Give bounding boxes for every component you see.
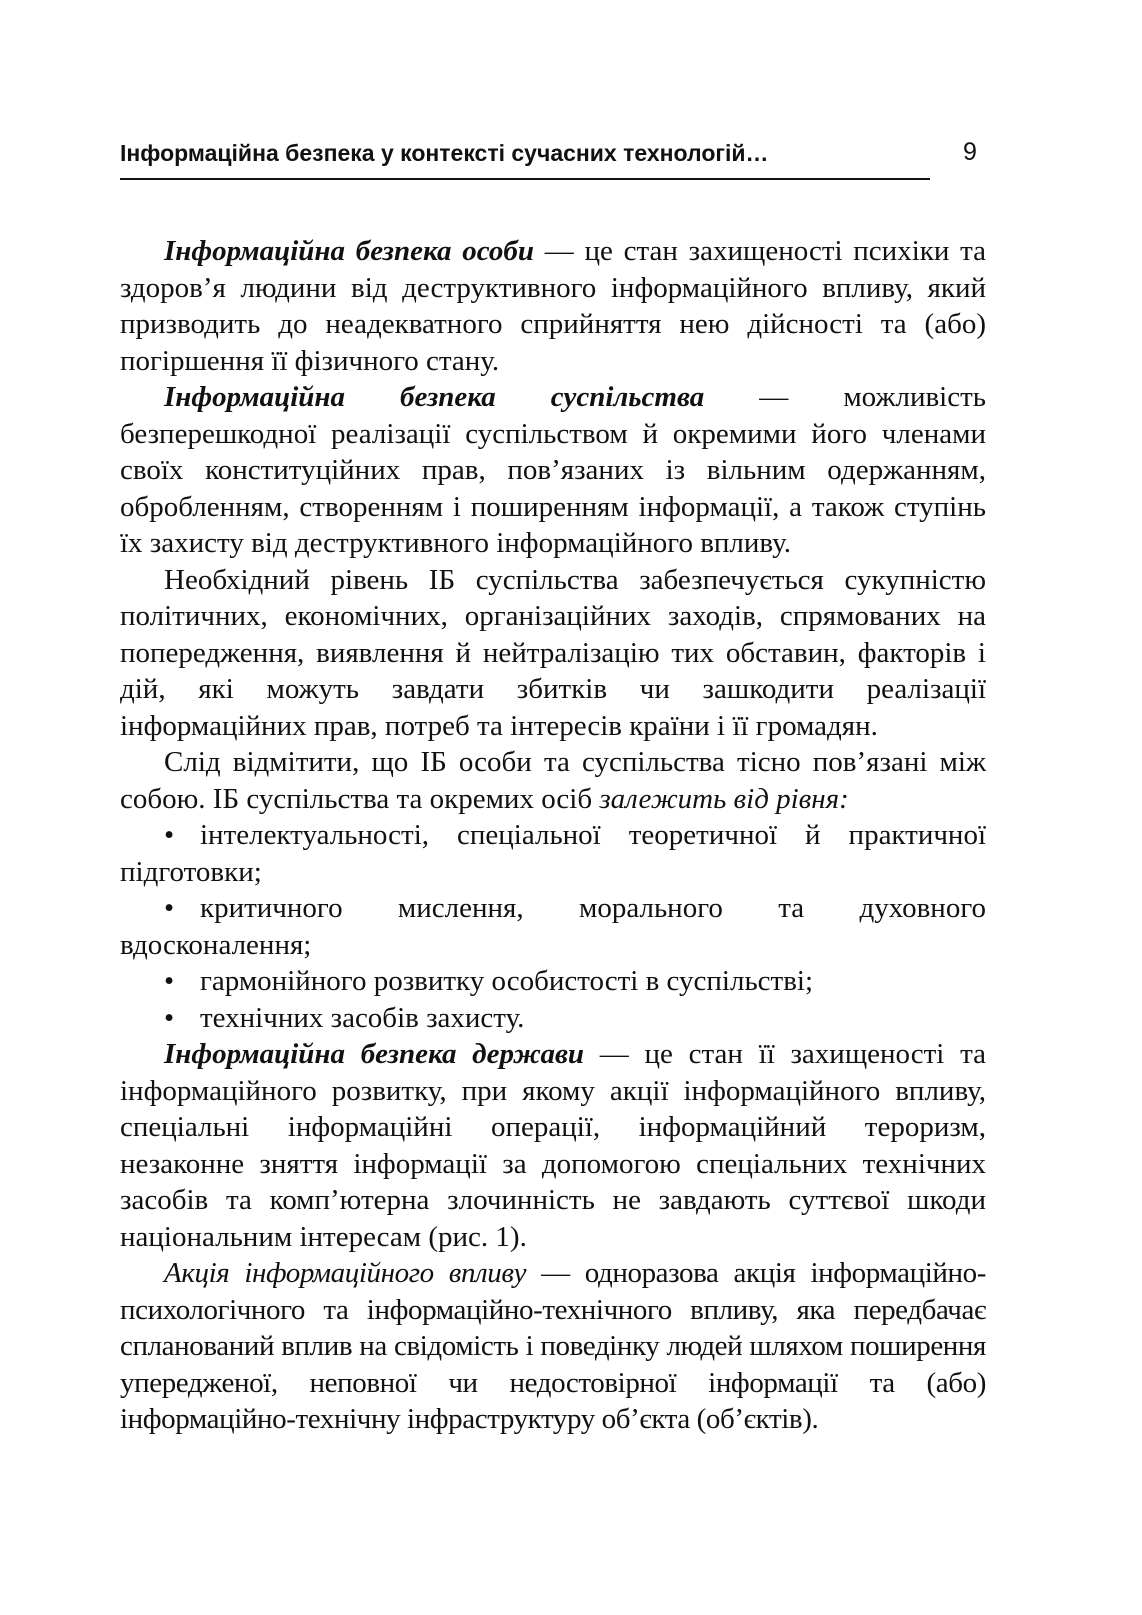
running-header <box>120 140 930 180</box>
dash: — <box>526 1257 585 1289</box>
list-item-text: технічних засобів захисту. <box>200 1001 525 1034</box>
paragraph-personal-security <box>120 233 986 379</box>
paragraph-interrelation <box>120 744 986 817</box>
paragraph-text: Слід відмітити, що ІБ особи та суспільства тісно пов’язані між собою. ІБ суспільства та окремих осіб <box>120 746 986 815</box>
term-influence-action: Акція інформаційного впливу <box>164 1257 527 1289</box>
list-item <box>120 1000 986 1037</box>
paragraph-influence-action <box>120 1255 986 1438</box>
dash: — <box>533 235 585 267</box>
term-state-security: Інформаційна безпека держави <box>164 1038 585 1070</box>
list-item <box>120 963 986 1000</box>
definition-text: можливість безперешкодної реалізації суспільством й окремими його членами своїх конституційних прав, пов’язаних із вільним одержанням, обробленням, створенням і поширенням інформації, а також ступінь їх захисту від деструктивного інформаційного впливу. <box>120 381 986 559</box>
list-item <box>120 890 986 963</box>
definition-text: це стан її захищеності та інформаційного розвитку, при якому акції інформаційного впливу, спеціальні інформаційні операції, інформаційний тероризм, незаконне зняття інформації за допомогою спеціальних технічних засобів та комп’ютерна злочинність не завдають суттєвої шкоди національним інтересам (рис. 1). <box>120 1038 986 1253</box>
bullet-icon: • <box>164 892 175 924</box>
dash: — <box>584 1038 645 1070</box>
term-personal-security: Інформаційна безпека особи <box>164 235 534 267</box>
bullet-icon: • <box>164 819 175 851</box>
body-text <box>120 233 986 1438</box>
paragraph-state-security <box>120 1036 986 1255</box>
paragraph-society-security <box>120 379 986 562</box>
list-item-text: гармонійного розвитку особистості в суспільстві; <box>200 965 814 997</box>
emphasis-text: залежить від рівня: <box>599 782 849 815</box>
dash: — <box>704 381 844 413</box>
paragraph-text: Необхідний рівень ІБ суспільства забезпечується сукупністю політичних, економічних, організаційних заходів, спрямованих на попередження, виявлення й нейтралізацію тих обставин, факторів і дій, які можуть завдати збитків чи зашкодити реалізації інформаційних прав, потреб та інтересів країни і її громадян. <box>120 563 986 742</box>
bullet-icon: • <box>164 1001 175 1034</box>
running-title: Інформаційна безпека у контексті сучасних технологій… <box>120 140 769 166</box>
bullet-icon: • <box>164 965 175 997</box>
list-item-text: критичного мислення, морального та духовного вдосконалення; <box>120 892 986 961</box>
term-society-security: Інформаційна безпека суспільства <box>164 381 705 413</box>
definition-text: одноразова акція інформаційно-психологічного та інформаційно-технічного впливу, яка передбачає спланований вплив на свідомість і поведінку людей шляхом поширення упередженої, неповної чи недостовірної інформації та (або) інформаційно-технічну інфраструктуру об’єкта (об’єктів). <box>120 1257 986 1435</box>
list-item <box>120 817 986 890</box>
definition-text: це стан захищеності психіки та здоров’я людини від деструктивного інформаційного впливу, який призводить до неадекватного сприйняття нею дійсності та (або) погіршення її фізичного стану. <box>120 235 987 377</box>
list-item-text: інтелектуальності, спеціальної теоретичної й практичної підготовки; <box>120 819 986 888</box>
paragraph-required-level <box>120 562 986 745</box>
page-number: 9 <box>963 138 977 166</box>
bullet-list <box>120 817 986 1036</box>
